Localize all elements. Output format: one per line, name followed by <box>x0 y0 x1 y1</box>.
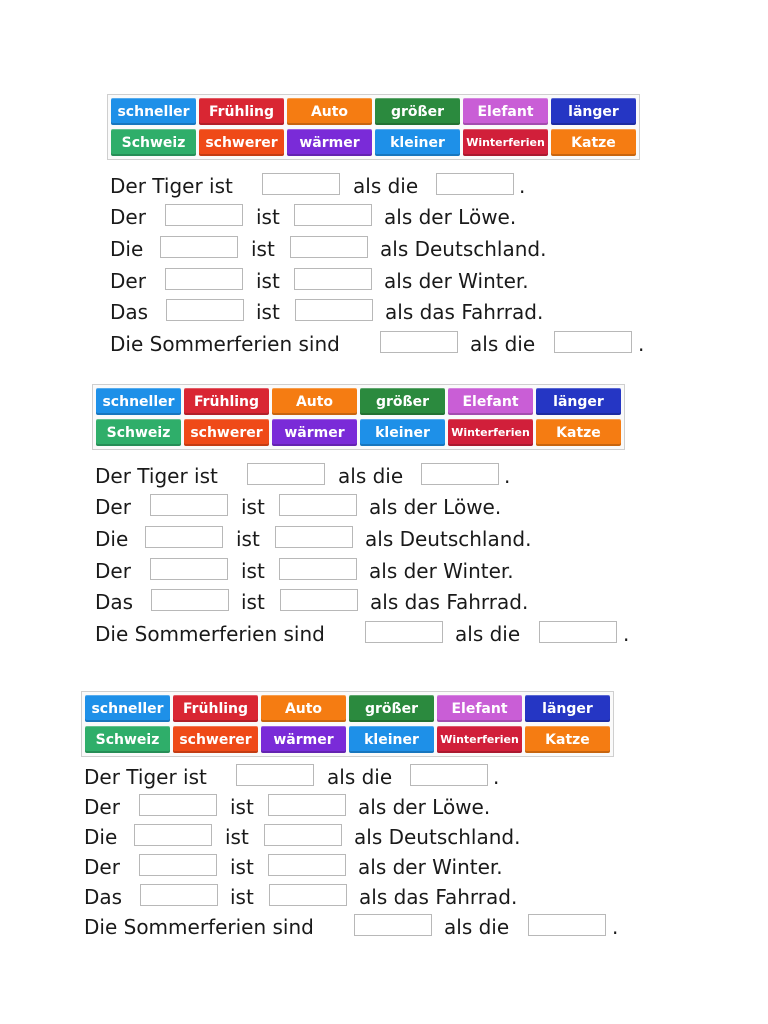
sentence-text: Der <box>95 495 131 519</box>
word-tile[interactable]: kleiner <box>375 129 460 156</box>
word-tile[interactable]: wärmer <box>261 726 346 753</box>
answer-gap[interactable] <box>290 236 368 258</box>
word-tile[interactable]: schneller <box>85 695 170 722</box>
sentence-text: Die <box>84 825 118 849</box>
answer-gap[interactable] <box>166 299 244 321</box>
word-tile[interactable]: kleiner <box>360 419 445 446</box>
sentence-text: als die <box>353 174 419 198</box>
sentence-text: als der Winter. <box>358 855 503 879</box>
sentence-text: ist <box>225 825 249 849</box>
word-tile[interactable]: wärmer <box>272 419 357 446</box>
answer-gap[interactable] <box>160 236 238 258</box>
sentence-text: als der Löwe. <box>384 205 517 229</box>
sentence-text: Die Sommerferien sind <box>84 915 314 939</box>
word-tile[interactable]: Auto <box>272 388 357 415</box>
word-tile[interactable]: länger <box>536 388 621 415</box>
answer-gap[interactable] <box>165 204 243 226</box>
answer-gap[interactable] <box>269 884 347 906</box>
sentence-text: Der Tiger ist <box>95 464 218 488</box>
answer-gap[interactable] <box>151 589 229 611</box>
sentence-text: als Deutschland. <box>380 237 547 261</box>
sentence-text: Der <box>110 205 146 229</box>
sentence-text: als die <box>470 332 536 356</box>
sentence-text: Der Tiger ist <box>84 765 207 789</box>
word-tile[interactable]: wärmer <box>287 129 372 156</box>
word-tile[interactable]: größer <box>375 98 460 125</box>
word-tile[interactable]: größer <box>349 695 434 722</box>
sentence-text: ist <box>241 590 265 614</box>
sentence-text: Das <box>110 300 149 324</box>
answer-gap[interactable] <box>279 558 357 580</box>
answer-gap[interactable] <box>539 621 617 643</box>
sentence-text: . <box>519 174 526 198</box>
word-tile[interactable]: Winterferien <box>448 419 533 446</box>
word-tile[interactable]: Elefant <box>437 695 522 722</box>
answer-gap[interactable] <box>275 526 353 548</box>
word-tile[interactable]: schwerer <box>173 726 258 753</box>
sentence-text: als das Fahrrad. <box>359 885 518 909</box>
sentence-text: ist <box>241 495 265 519</box>
sentence-text: . <box>623 622 630 646</box>
sentence-text: Der <box>95 559 131 583</box>
answer-gap[interactable] <box>139 854 217 876</box>
answer-gap[interactable] <box>262 173 340 195</box>
answer-gap[interactable] <box>421 463 499 485</box>
sentence-text: ist <box>230 885 254 909</box>
answer-gap[interactable] <box>436 173 514 195</box>
sentence-text: als die <box>338 464 404 488</box>
word-tile[interactable]: länger <box>525 695 610 722</box>
answer-gap[interactable] <box>140 884 218 906</box>
answer-gap[interactable] <box>268 854 346 876</box>
answer-gap[interactable] <box>145 526 223 548</box>
sentence-text: ist <box>251 237 275 261</box>
sentence-text: ist <box>256 205 280 229</box>
sentence-text: Der <box>84 795 120 819</box>
sentence-text: ist <box>256 300 280 324</box>
sentence-text: als das Fahrrad. <box>385 300 544 324</box>
word-tile[interactable]: Elefant <box>448 388 533 415</box>
answer-gap[interactable] <box>294 268 372 290</box>
word-tile[interactable]: schneller <box>96 388 181 415</box>
word-tile[interactable]: Katze <box>536 419 621 446</box>
sentence-text: ist <box>241 559 265 583</box>
sentence-text: als der Löwe. <box>369 495 502 519</box>
word-tile[interactable]: Schweiz <box>111 129 196 156</box>
sentence-text: . <box>612 915 619 939</box>
sentence-text: als der Winter. <box>384 269 529 293</box>
answer-gap[interactable] <box>354 914 432 936</box>
sentence-text: Der Tiger ist <box>110 174 233 198</box>
answer-gap[interactable] <box>150 558 228 580</box>
answer-gap[interactable] <box>280 589 358 611</box>
word-tile[interactable]: Schweiz <box>85 726 170 753</box>
sentence-text: Das <box>84 885 123 909</box>
answer-gap[interactable] <box>236 764 314 786</box>
word-bank <box>81 691 614 757</box>
word-tile[interactable]: Elefant <box>463 98 548 125</box>
sentence-text: ist <box>230 795 254 819</box>
sentence-text: . <box>638 332 645 356</box>
sentence-text: Die <box>110 237 144 261</box>
answer-gap[interactable] <box>295 299 373 321</box>
answer-gap[interactable] <box>380 331 458 353</box>
answer-gap[interactable] <box>247 463 325 485</box>
answer-gap[interactable] <box>268 794 346 816</box>
sentence-text: . <box>493 765 500 789</box>
sentence-text: ist <box>236 527 260 551</box>
word-tile[interactable]: größer <box>360 388 445 415</box>
sentence-text: als die <box>444 915 510 939</box>
answer-gap[interactable] <box>554 331 632 353</box>
sentence-text: Die <box>95 527 129 551</box>
sentence-text: ist <box>230 855 254 879</box>
word-tile[interactable]: schneller <box>111 98 196 125</box>
answer-gap[interactable] <box>264 824 342 846</box>
sentence-text: Die Sommerferien sind <box>110 332 340 356</box>
answer-gap[interactable] <box>410 764 488 786</box>
sentence-text: als Deutschland. <box>354 825 521 849</box>
answer-gap[interactable] <box>150 494 228 516</box>
answer-gap[interactable] <box>279 494 357 516</box>
answer-gap[interactable] <box>294 204 372 226</box>
sentence-text: Das <box>95 590 134 614</box>
sentence-text: als der Winter. <box>369 559 514 583</box>
sentence-text: als die <box>327 765 393 789</box>
sentence-text: als das Fahrrad. <box>370 590 529 614</box>
sentence-text: Die Sommerferien sind <box>95 622 325 646</box>
word-tile[interactable]: Katze <box>525 726 610 753</box>
word-tile[interactable]: Winterferien <box>437 726 522 753</box>
sentence-text: . <box>504 464 511 488</box>
sentence-text: Der <box>110 269 146 293</box>
answer-gap[interactable] <box>134 824 212 846</box>
answer-gap[interactable] <box>165 268 243 290</box>
word-tile[interactable]: Auto <box>261 695 346 722</box>
sentence-text: ist <box>256 269 280 293</box>
answer-gap[interactable] <box>139 794 217 816</box>
sentence-text: als Deutschland. <box>365 527 532 551</box>
word-bank <box>92 384 625 450</box>
word-tile[interactable]: Frühling <box>199 98 284 125</box>
word-tile[interactable]: Frühling <box>184 388 269 415</box>
word-tile[interactable]: schwerer <box>199 129 284 156</box>
sentence-text: als der Löwe. <box>358 795 491 819</box>
sentence-text: als die <box>455 622 521 646</box>
word-tile[interactable]: Frühling <box>173 695 258 722</box>
word-tile[interactable]: Winterferien <box>463 129 548 156</box>
answer-gap[interactable] <box>528 914 606 936</box>
word-tile[interactable]: kleiner <box>349 726 434 753</box>
word-tile[interactable]: schwerer <box>184 419 269 446</box>
word-tile[interactable]: Schweiz <box>96 419 181 446</box>
word-tile[interactable]: länger <box>551 98 636 125</box>
word-tile[interactable]: Auto <box>287 98 372 125</box>
word-tile[interactable]: Katze <box>551 129 636 156</box>
answer-gap[interactable] <box>365 621 443 643</box>
word-bank <box>107 94 640 160</box>
sentence-text: Der <box>84 855 120 879</box>
